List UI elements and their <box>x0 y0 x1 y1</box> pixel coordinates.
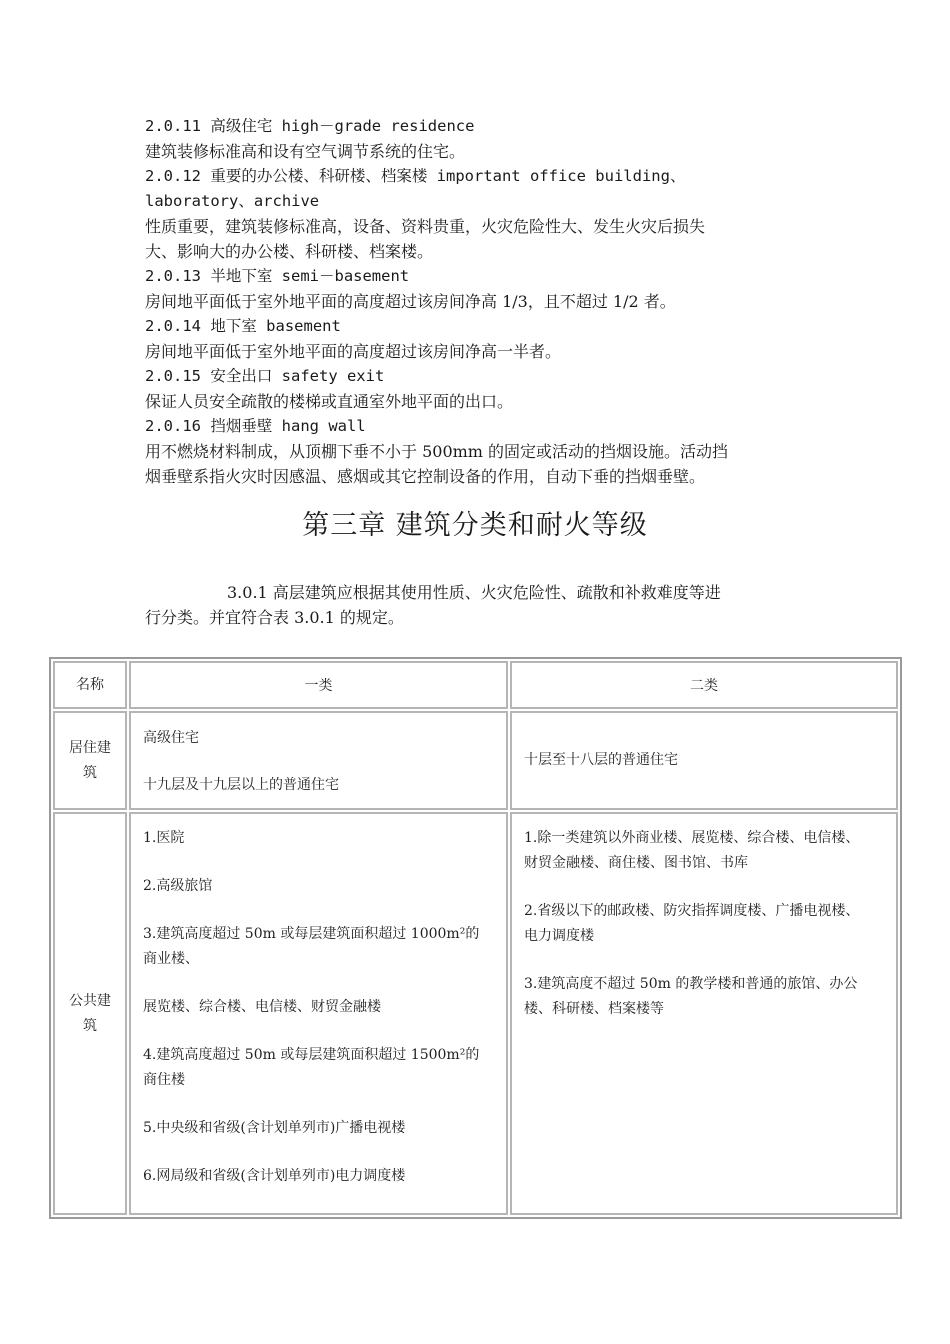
cell-public-class1 <box>129 812 508 1215</box>
row-name-text: 居住建筑 <box>69 739 111 781</box>
cell-text: 2.高级旅馆 <box>143 878 213 894</box>
definition-term: 2.0.13 半地下室 semi－basement <box>145 267 410 285</box>
cell-text: 商住楼 <box>143 1072 185 1088</box>
definition-text: 性质重要，建筑装修标准高，设备、资料贵重，火灾危险性大、发生火灾后损失 <box>145 217 706 236</box>
definition-text: 房间地平面低于室外地平面的高度超过该房间净高一半者。 <box>145 342 562 361</box>
cell-text: 3.建筑高度超过 50m 或每层建筑面积超过 1000m²的 <box>143 926 480 942</box>
definition-term: 2.0.12 重要的办公楼、科研楼、档案楼 important office building、 <box>145 167 686 185</box>
cell-text: 5.中央级和省级(含计划单列市)广播电视楼 <box>143 1120 406 1136</box>
definition-term-continued: laboratory、archive <box>145 192 320 210</box>
cell-text: 楼、科研楼、档案楼等 <box>524 1001 664 1017</box>
cell-text: 6.网局级和省级(含计划单列市)电力调度楼 <box>143 1168 406 1184</box>
definition-term: 2.0.11 高级住宅 high－grade residence <box>145 117 475 135</box>
definition-text: 保证人员安全疏散的楼梯或直通室外地平面的出口。 <box>145 392 514 411</box>
cell-text: 十九层及十九层以上的普通住宅 <box>143 777 339 793</box>
cell-text: 十层至十八层的普通住宅 <box>524 752 678 768</box>
cell-text: 高级住宅 <box>143 730 199 746</box>
row-name <box>53 711 127 810</box>
cell-text: 商业楼、 <box>143 951 199 967</box>
definition-text: 建筑装修标准高和设有空气调节系统的住宅。 <box>145 142 466 161</box>
header-class1: 一类 <box>129 661 508 709</box>
intro-paragraph <box>145 580 815 630</box>
definition-term: 2.0.14 地下室 basement <box>145 317 341 335</box>
definition-text: 烟垂壁系指火灾时因感温、感烟或其它控制设备的作用，自动下垂的挡烟垂壁。 <box>145 467 706 486</box>
cell-residential-class1 <box>129 711 508 810</box>
header-class2: 二类 <box>510 661 898 709</box>
definition-text: 用不燃烧材料制成，从顶棚下垂不小于 500mm 的固定或活动的挡烟设施。活动挡 <box>145 442 729 461</box>
cell-text: 财贸金融楼、商住楼、图书馆、书库 <box>524 855 748 871</box>
cell-text: 1.除一类建筑以外商业楼、展览楼、综合楼、电信楼、 <box>524 830 860 846</box>
cell-public-class2 <box>510 812 898 1215</box>
header-name: 名称 <box>53 661 127 709</box>
cell-text: 电力调度楼 <box>524 928 594 944</box>
cell-text: 1.医院 <box>143 830 185 846</box>
definition-text: 房间地平面低于室外地平面的高度超过该房间净高 1/3，且不超过 1/2 者。 <box>145 292 676 311</box>
cell-text: 2.省级以下的邮政楼、防灾指挥调度楼、广播电视楼、 <box>524 903 860 919</box>
definition-term: 2.0.16 挡烟垂壁 hang wall <box>145 417 366 435</box>
table-row-public <box>53 812 898 1215</box>
chapter-title: 第三章 建筑分类和耐火等级 <box>302 510 648 541</box>
cell-residential-class2 <box>510 711 898 810</box>
row-name <box>53 812 127 1215</box>
definition-text: 大、影响大的办公楼、科研楼、档案楼。 <box>145 242 434 261</box>
cell-text: 3.建筑高度不超过 50m 的教学楼和普通的旅馆、办公 <box>524 976 858 992</box>
definitions-section <box>145 114 815 489</box>
table-row-residential <box>53 711 898 810</box>
cell-text: 展览楼、综合楼、电信楼、财贸金融楼 <box>143 999 381 1015</box>
row-name-text: 公共建筑 <box>69 992 111 1034</box>
table-header-row <box>53 661 898 709</box>
intro-line: 行分类。并宜符合表 3.0.1 的规定。 <box>145 608 404 627</box>
cell-text: 4.建筑高度超过 50m 或每层建筑面积超过 1500m²的 <box>143 1047 480 1063</box>
definition-term: 2.0.15 安全出口 safety exit <box>145 367 385 385</box>
classification-table <box>49 657 902 1219</box>
intro-line: 3.0.1 高层建筑应根据其使用性质、火灾危险性、疏散和补救难度等进 <box>227 583 721 602</box>
